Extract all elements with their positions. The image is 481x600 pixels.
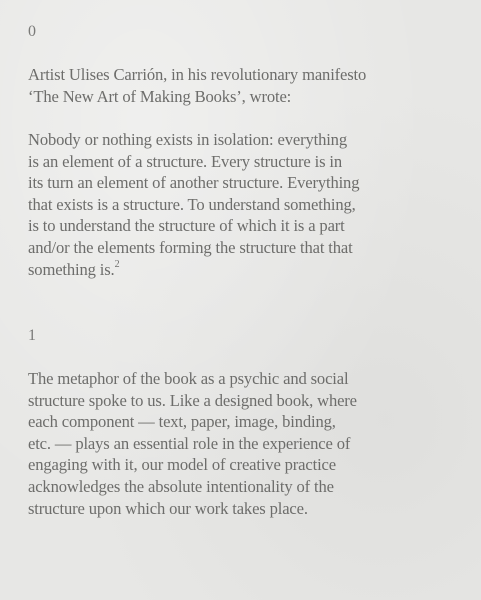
- text-line: that exists is a structure. To understand something,: [28, 194, 356, 214]
- text-line: acknowledges the absolute intentionality of the: [28, 476, 334, 496]
- text-line: something is.: [28, 259, 115, 279]
- text-line: ‘The New Art of Making Books’, wrote:: [28, 86, 292, 106]
- body-paragraph: [28, 368, 468, 519]
- quote-paragraph: [28, 129, 468, 280]
- text-line: etc. — plays an essential role in the experience of: [28, 433, 351, 453]
- text-line-last: [28, 259, 468, 281]
- section-number: 0: [28, 23, 36, 40]
- text-line: is to understand the structure of which it is a part: [28, 216, 345, 236]
- text-line: structure upon which our work takes place.: [28, 498, 308, 518]
- footnote-ref: 2: [114, 259, 120, 271]
- text-line: its turn an element of another structure. Everything: [28, 173, 360, 193]
- text-line: is an element of a structure. Every structure is in: [28, 151, 342, 171]
- intro-paragraph: [28, 64, 468, 107]
- text-line: and/or the elements forming the structure that that: [28, 237, 353, 257]
- text-line: structure spoke to us. Like a designed book, where: [28, 390, 357, 410]
- text-line: each component — text, paper, image, binding,: [28, 412, 336, 432]
- text-line: The metaphor of the book as a psychic and social: [28, 369, 349, 388]
- section-number: 1: [28, 327, 36, 344]
- text-line: engaging with it, our model of creative practice: [28, 455, 336, 475]
- text-line: Nobody or nothing exists in isolation: everything: [28, 130, 347, 149]
- text-line: Artist Ulises Carrión, in his revolutionary manifesto: [28, 65, 367, 84]
